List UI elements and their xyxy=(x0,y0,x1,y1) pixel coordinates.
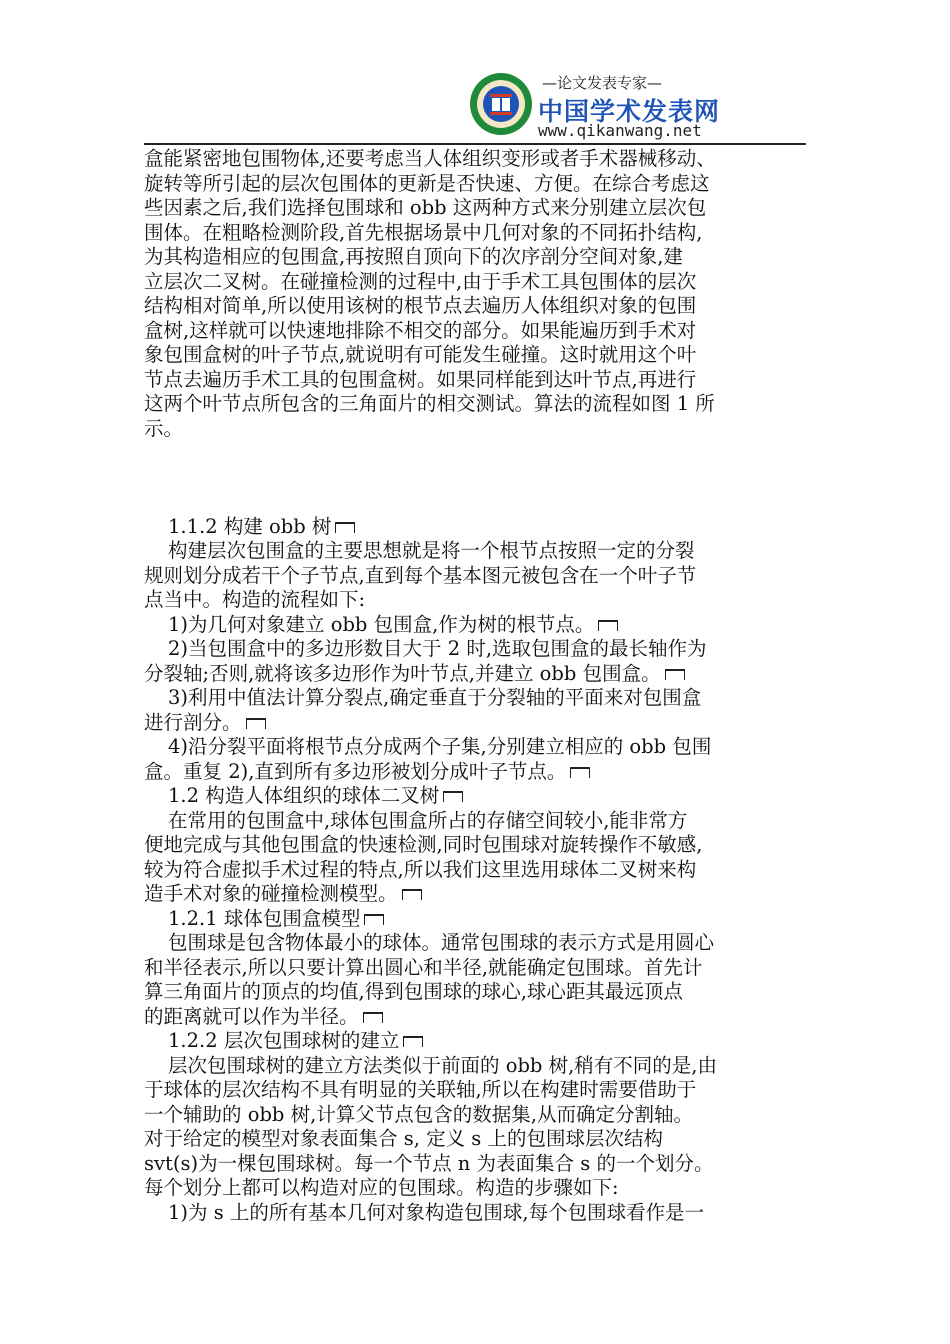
text-line: 盒能紧密地包围物体,还要考虑当人体组织变形或者手术器械移动、 xyxy=(144,147,716,170)
section-heading: 1.2.1 球体包围盒模型 xyxy=(144,907,824,932)
list-item: 1)为几何对象建立 obb 包围盒,作为树的根节点。 xyxy=(144,613,824,638)
section-heading: 1.2.2 层次包围球树的建立 xyxy=(144,1029,824,1054)
paragraph-mark-icon xyxy=(363,1012,383,1023)
section-heading: 1.1.2 构建 obb 树 xyxy=(144,515,824,540)
text-line: 层次包围球树的建立方法类似于前面的 obb 树,稍有不同的是,由 xyxy=(168,1053,717,1077)
logo-name: 中国学术发表网 xyxy=(538,97,721,126)
text-line: 围体。在粗略检测阶段,首先根据场景中几何对象的不同拓扑结构, xyxy=(144,220,703,244)
paragraph-mark-icon xyxy=(246,718,266,729)
text-line: svt(s)为一棵包围球树。每一个节点 n 为表面集合 s 的一个划分。 xyxy=(144,1151,714,1175)
text-line: 盒。重复 2),直到所有多边形被划分成叶子节点。 xyxy=(144,760,824,785)
section-heading: 1.2 构造人体组织的球体二叉树 xyxy=(144,784,824,809)
text-line: 包围球是包含物体最小的球体。通常包围球的表示方式是用圆心 xyxy=(168,931,715,954)
list-item: 2)当包围盒中的多边形数目大于 2 时,选取包围盒的最长轴作为 xyxy=(168,637,707,660)
text-line: 立层次二叉树。在碰撞检测的过程中,由于手术工具包围体的层次 xyxy=(144,269,697,293)
text-line: 每个划分上都可以构造对应的包围球。构造的步骤如下: xyxy=(144,1176,619,1199)
text-line: 构建层次包围盒的主要思想就是将一个根节点按照一定的分裂 xyxy=(168,539,695,562)
text-line: 这两个叶节点所包含的三角面片的相交测试。算法的流程如图 1 所 xyxy=(144,392,715,415)
text-line: 一个辅助的 obb 树,计算父节点包含的数据集,从而确定分割轴。 xyxy=(144,1102,693,1126)
seal-emblem-icon xyxy=(468,68,534,140)
text-line: 点当中。构造的流程如下: xyxy=(144,588,366,611)
text-line: 为其构造相应的包围盒,再按照自顶向下的次序剖分空间对象,建 xyxy=(144,245,683,268)
text-line: 较为符合虚拟手术过程的特点,所以我们这里选用球体二叉树来构 xyxy=(144,857,697,881)
paragraph-mark-icon xyxy=(403,1036,423,1047)
paragraph-mark-icon xyxy=(402,889,422,900)
blank-line xyxy=(144,490,824,515)
text-line: 示。 xyxy=(144,416,184,440)
paragraph-mark-icon xyxy=(598,620,618,631)
site-logo xyxy=(468,68,721,142)
text-line: 些因素之后,我们选择包围球和 obb 这两种方式来分别建立层次包 xyxy=(144,196,707,219)
text-line: 造手术对象的碰撞检测模型。 xyxy=(144,882,824,907)
blank-line xyxy=(144,466,824,491)
logo-url: www.qikanwang.net xyxy=(538,121,702,140)
paragraph-mark-icon xyxy=(443,791,463,802)
text-line: 便地完成与其他包围盒的快速检测,同时包围球对旋转操作不敏感, xyxy=(144,833,703,856)
text-line: 象包围盒树的叶子节点,就说明有可能发生碰撞。这时就用这个叶 xyxy=(144,343,697,366)
text-line: 节点去遍历手术工具的包围盒树。如果同样能到达叶节点,再进行 xyxy=(144,367,697,391)
text-line: 旋转等所引起的层次包围体的更新是否快速、方便。在综合考虑这 xyxy=(144,171,710,195)
text-line: 分裂轴;否则,就将该多边形作为叶节点,并建立 obb 包围盒。 xyxy=(144,662,824,687)
list-item: 4)沿分裂平面将根节点分成两个子集,分别建立相应的 obb 包围 xyxy=(168,735,712,758)
text-line: 在常用的包围盒中,球体包围盒所占的存储空间较小,能非常方 xyxy=(168,808,688,832)
paragraph-mark-icon xyxy=(364,914,384,925)
header-divider xyxy=(144,143,806,145)
paragraph-mark-icon xyxy=(570,767,590,778)
text-line: 盒树,这样就可以快速地排除不相交的部分。如果能遍历到手术对 xyxy=(144,318,697,342)
logo-tagline: —论文发表专家— xyxy=(542,74,663,92)
document-body xyxy=(144,147,824,1225)
text-line: 算三角面片的顶点的均值,得到包围球的球心,球心距其最远顶点 xyxy=(144,980,683,1003)
paragraph-mark-icon xyxy=(335,522,355,533)
list-item: 1)为 s 上的所有基本几何对象构造包围球,每个包围球看作是一 xyxy=(168,1200,705,1224)
blank-line xyxy=(144,441,824,466)
text-line: 的距离就可以作为半径。 xyxy=(144,1005,824,1030)
paragraph-mark-icon xyxy=(665,669,685,680)
list-item: 3)利用中值法计算分裂点,确定垂直于分裂轴的平面来对包围盒 xyxy=(168,686,702,709)
text-line: 对于给定的模型对象表面集合 s, 定义 s 上的包围球层次结构 xyxy=(144,1127,664,1150)
text-line: 于球体的层次结构不具有明显的关联轴,所以在构建时需要借助于 xyxy=(144,1078,697,1101)
text-line: 和半径表示,所以只要计算出圆心和半径,就能确定包围球。首先计 xyxy=(144,955,703,979)
text-line: 规则划分成若干个子节点,直到每个基本图元被包含在一个叶子节 xyxy=(144,563,697,587)
text-line: 结构相对简单,所以使用该树的根节点去遍历人体组织对象的包围 xyxy=(144,294,697,317)
text-line: 进行剖分。 xyxy=(144,711,824,736)
